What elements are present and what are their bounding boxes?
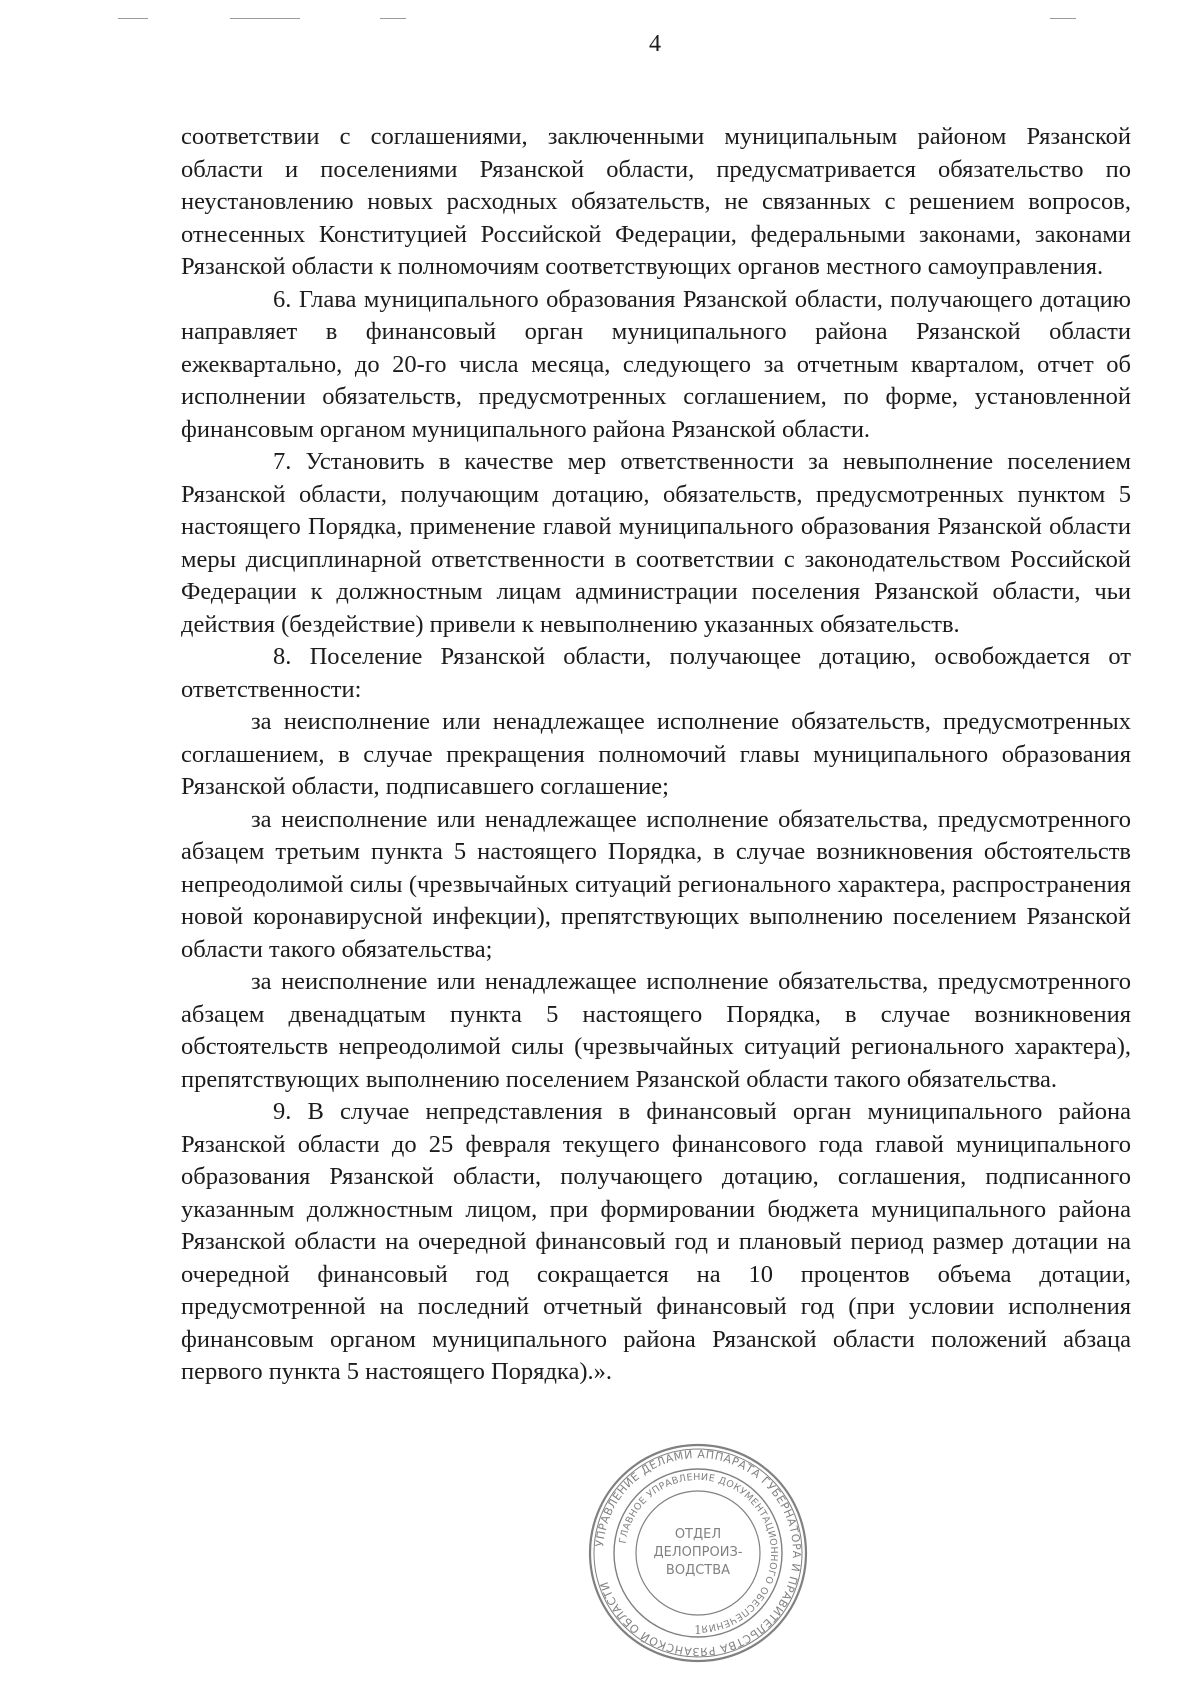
paragraph-clause-9: 9. В случае непредставления в финансовый орган муниципального района Рязанской области до 25 февраля текущего финансового года главой муниципального образования Рязанской области, получающего дотацию, соглашения, подписанного указанным должностным лицом, при формировании бюджета муниципального района Рязанской области на очередной финансовый год и плановый период размер дотации на очередной финансовый год сокращается на 10 процентов объема дотации, предусмотренной на последний отчетный финансовый год (при условии исполнения финансовым органом муниципального района Рязанской области положений абзаца первого пункта 5 настоящего Порядка).».	[181, 1098, 1131, 1385]
paragraph-clause-8-item-1: за неисполнение или ненадлежащее исполнение обязательств, предусмотренных соглашением, в случае прекращения полномочий главы муниципального образования Рязанской области, подписавшего соглашение;	[181, 708, 1131, 800]
scan-artifact	[1050, 18, 1076, 19]
stamp-outer-text: УПРАВЛЕНИЕ ДЕЛАМИ АППАРАТА ГУБЕРНАТОРА И ПРАВИТЕЛЬСТВА РЯЗАНСКОЙ ОБЛАСТИ	[593, 1447, 804, 1659]
paragraph-clause-6: 6. Глава муниципального образования Рязанской области, получающего дотацию направляет в финансовый орган муниципального района Рязанской области ежеквартально, до 20-го числа месяца, следующего за отчетным кварталом, отчет об исполнении обязательств, предусмотренных соглашением, по форме, установленной финансовым органом муниципального района Рязанской области.	[181, 285, 1131, 443]
scan-artifact	[380, 18, 406, 19]
stamp-center-line-2: ДЕЛОПРОИЗ-	[653, 1545, 743, 1560]
page-number: 4	[649, 31, 661, 57]
document-body	[181, 121, 1131, 1389]
paragraph-clause-8: 8. Поселение Рязанской области, получающее дотацию, освобождается от ответственности:	[181, 643, 1131, 703]
svg-text:УПРАВЛЕНИЕ ДЕЛАМИ АППАРАТА ГУБ	[593, 1448, 803, 1658]
official-seal-stamp	[587, 1442, 809, 1664]
scan-artifact	[230, 18, 300, 19]
stamp-number: 1	[694, 1623, 702, 1637]
stamp-center-line-3: ВОДСТВА	[665, 1563, 731, 1578]
paragraph-clause-7: 7. Установить в качестве мер ответственности за невыполнение поселением Рязанской области, получающим дотацию, обязательств, предусмотренных пунктом 5 настоящего Порядка, применение главой муниципального образования Рязанской области меры дисциплинарной ответственности в соответствии с законодательством Российской Федерации к должностным лицам администрации поселения Рязанской области, чьи действия (бездействие) привели к невыполнению указанных обязательств.	[181, 448, 1131, 638]
stamp-inner-text: ГЛАВНОЕ УПРАВЛЕНИЕ ДОКУМЕНТАЦИОННОГО ОБЕСПЕЧЕНИЯ	[617, 1471, 780, 1635]
paragraph-continuation: соответствии с соглашениями, заключенными муниципальным районом Рязанской области и поселениями Рязанской области, предусматривается обязательство по неустановлению новых расходных обязательств, не связанных с решением вопросов, отнесенных Конституцией Российской Федерации, федеральными законами, законами Рязанской области к полномочиям соответствующих органов местного самоуправления.	[181, 123, 1131, 280]
stamp-center-line-1: ОТДЕЛ	[674, 1527, 722, 1542]
svg-text:ГЛАВНОЕ УПРАВЛЕНИЕ ДОКУМЕНТАЦИ	[618, 1472, 779, 1634]
paragraph-clause-8-item-3: за неисполнение или ненадлежащее исполнение обязательства, предусмотренного абзацем двенадцатым пункта 5 настоящего Порядка, в случае возникновения обстоятельств непреодолимой силы (чрезвычайных ситуаций регионального характера), препятствующих выполнению поселением Рязанской области такого обязательства.	[181, 968, 1131, 1093]
scan-artifact	[118, 18, 148, 19]
paragraph-clause-8-item-2: за неисполнение или ненадлежащее исполнение обязательства, предусмотренного абзацем третьим пункта 5 настоящего Порядка, в случае возникновения обстоятельств непреодолимой силы (чрезвычайных ситуаций регионального характера, распространения новой коронавирусной инфекции), препятствующих выполнению поселением Рязанской области такого обязательства;	[181, 805, 1131, 963]
